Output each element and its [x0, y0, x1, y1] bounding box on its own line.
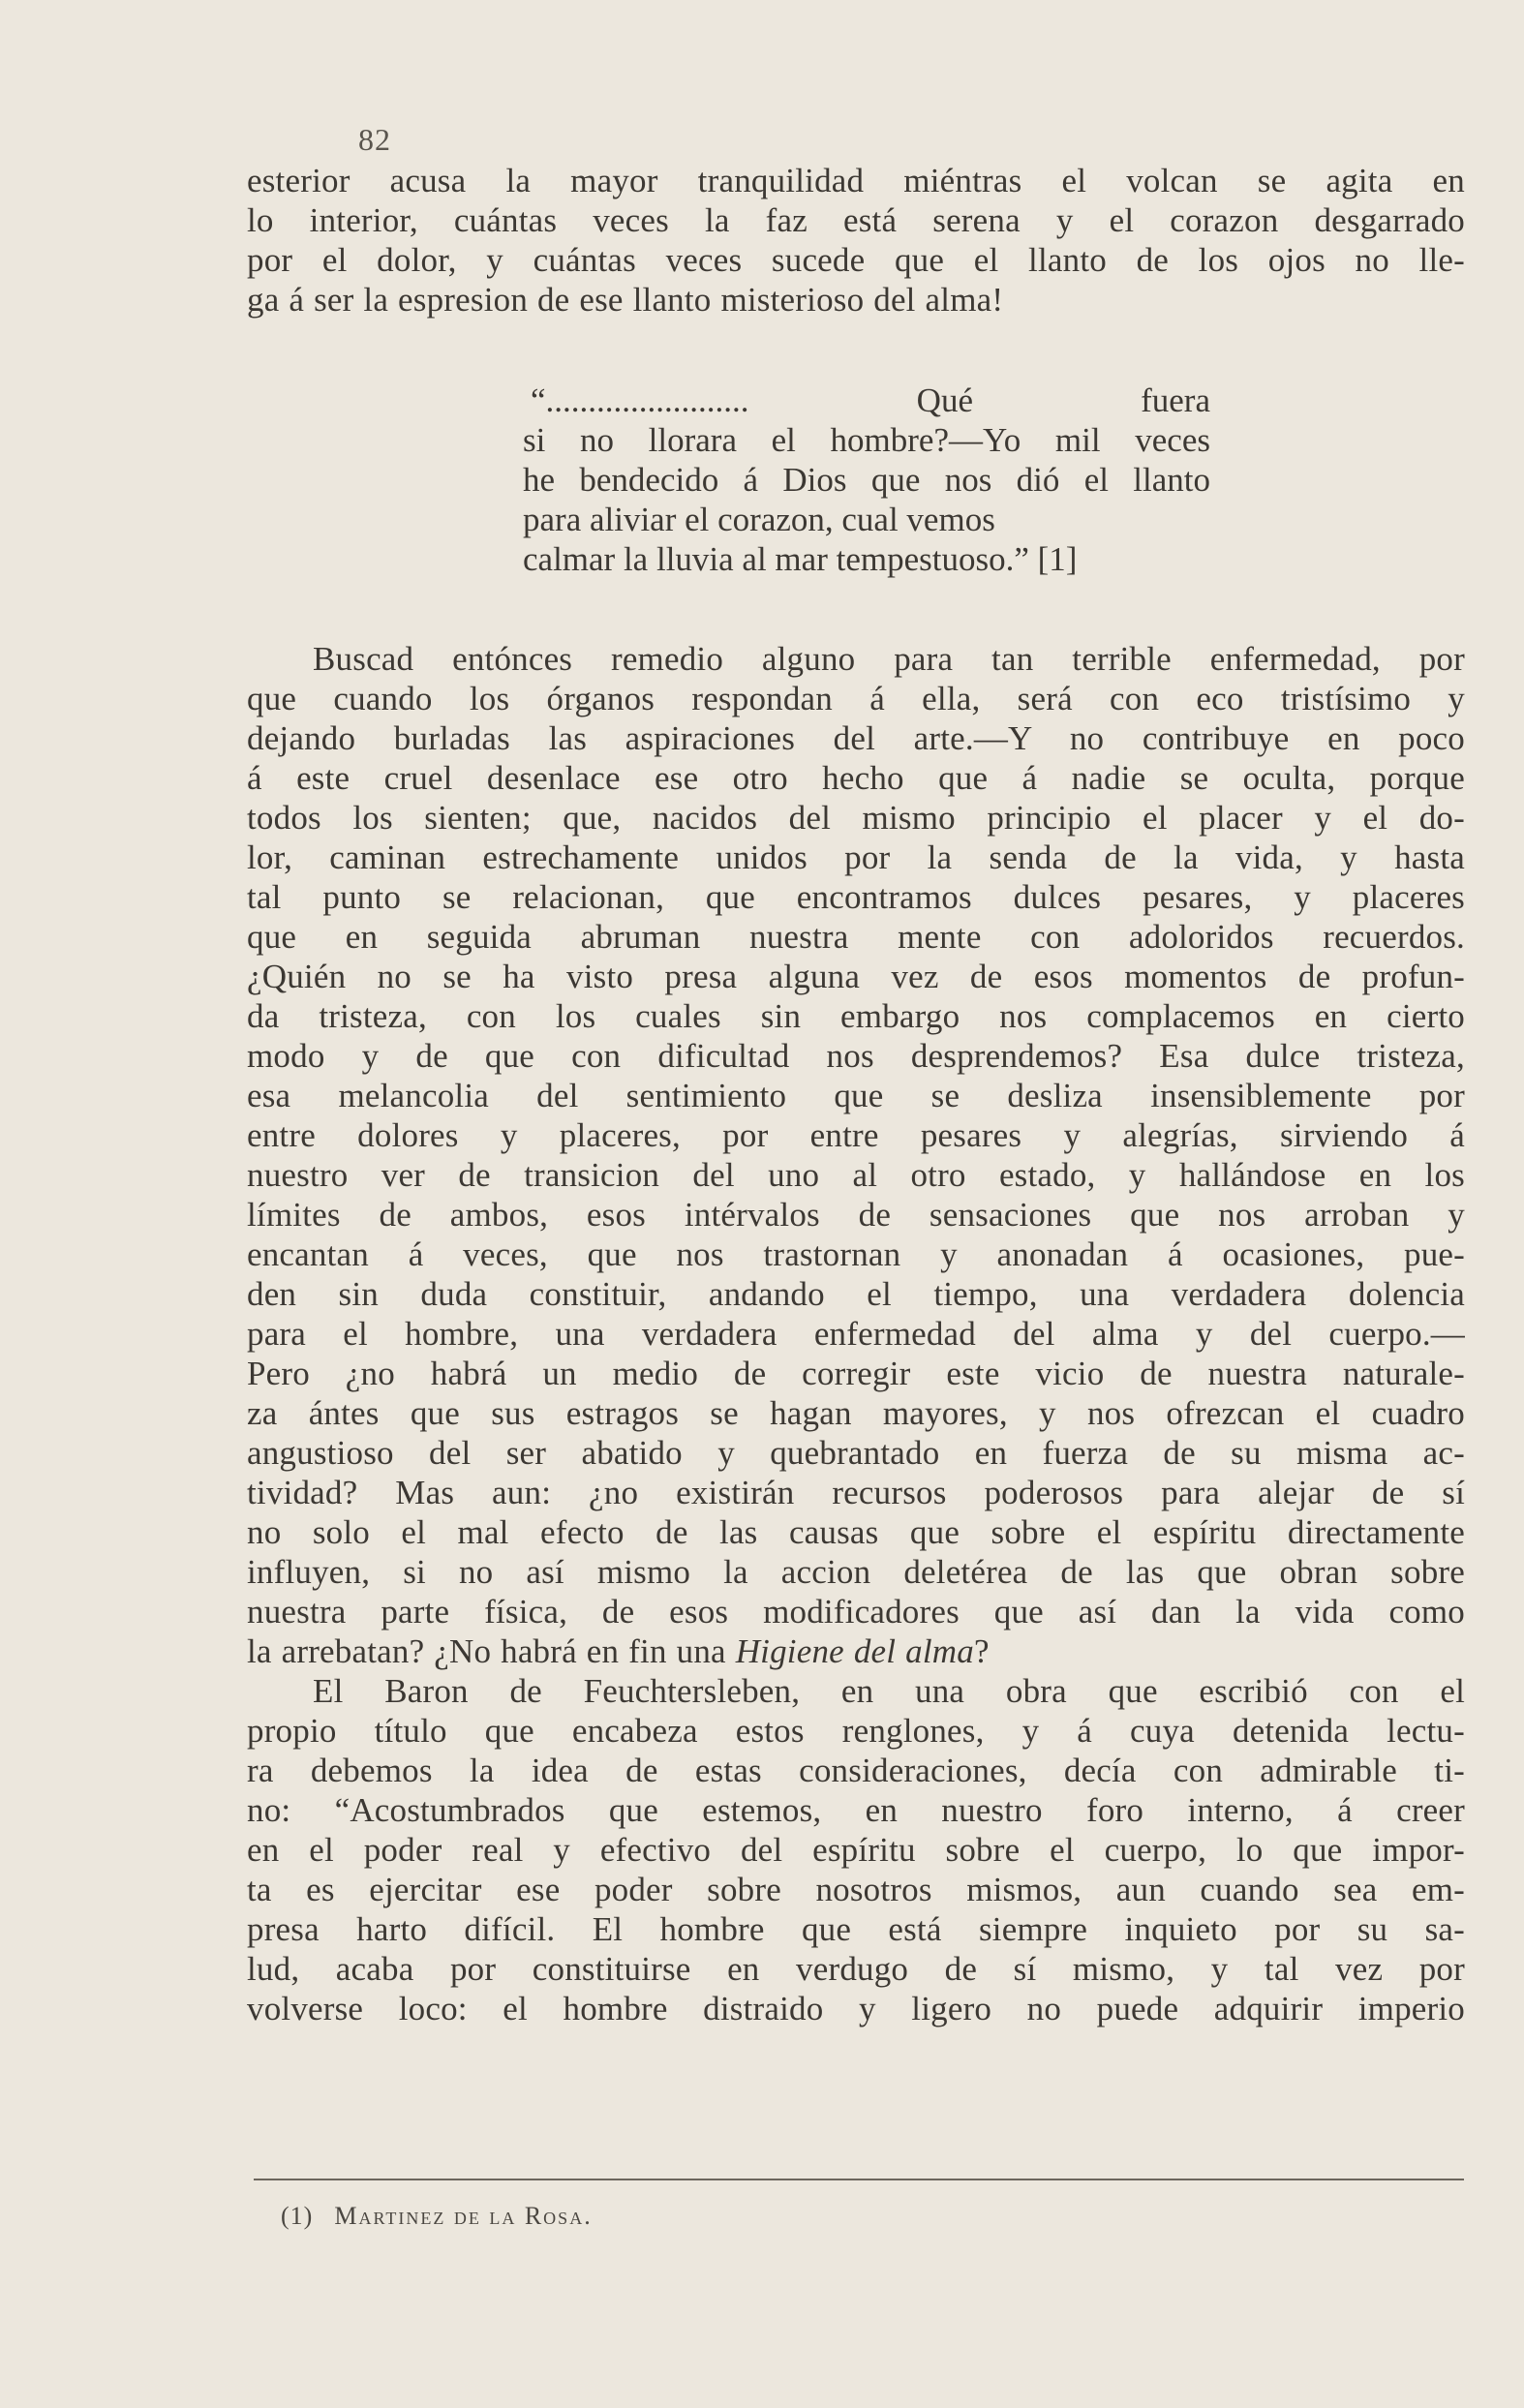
text-line: todos los sienten; que, nacidos del mismo principio el placer y el do- — [247, 799, 1465, 837]
text-line: da tristeza, con los cuales sin embargo nos complacemos en cierto — [247, 997, 1465, 1035]
text-line: modo y de que con dificultad nos desprendemos? Esa dulce tristeza, — [247, 1037, 1465, 1075]
text-line: presa harto difícil. El hombre que está siempre inquieto por su sa- — [247, 1910, 1465, 1948]
text-line: tal punto se relacionan, que encontramos dulces pesares, y placeres — [247, 878, 1465, 916]
footnote-ref: (1) — [281, 2202, 314, 2230]
verse-line: he bendecido á Dios que nos dió el llanto — [523, 461, 1210, 499]
verse-line: para aliviar el corazon, cual vemos — [523, 501, 995, 538]
text-line: volverse loco: el hombre distraido y ligero no puede adquirir imperio — [247, 1990, 1465, 2027]
text-line: angustioso del ser abatido y quebrantado en fuerza de su misma ac- — [247, 1434, 1465, 1472]
verse-line: si no llorara el hombre?—Yo mil veces — [523, 421, 1210, 459]
text-line: para el hombre, una verdadera enfermedad del alma y del cuerpo.— — [247, 1315, 1465, 1353]
text-line: por el dolor, y cuántas veces sucede que el llanto de los ojos no lle- — [247, 241, 1465, 279]
text-line: ¿Quién no se ha visto presa alguna vez de esos momentos de profun- — [247, 958, 1465, 995]
paragraph-continuation — [247, 161, 1465, 320]
text-line: lor, caminan estrechamente unidos por la senda de la vida, y hasta — [247, 838, 1465, 876]
text-line: nuestro ver de transicion del uno al otro estado, y hallándose en los — [247, 1156, 1465, 1194]
text-line: entre dolores y placeres, por entre pesares y alegrías, sirviendo á — [247, 1116, 1465, 1154]
text-line: encantan á veces, que nos trastornan y anonadan á ocasiones, pue- — [247, 1235, 1465, 1273]
verse-line: calmar la lluvia al mar tempestuoso.” [1] — [523, 540, 1078, 578]
text-line: á este cruel desenlace ese otro hecho que á nadie se oculta, porque — [247, 759, 1465, 797]
text-line: Buscad entónces remedio alguno para tan terrible enfermedad, por — [313, 640, 1465, 678]
text-line: Pero ¿no habrá un medio de corregir este vicio de nuestra naturale- — [247, 1355, 1465, 1392]
text-line: en el poder real y efectivo del espíritu sobre el cuerpo, lo que impor- — [247, 1831, 1465, 1869]
text-line: no solo el mal efecto de las causas que sobre el espíritu directamente — [247, 1513, 1465, 1551]
text-line: límites de ambos, esos intérvalos de sensaciones que nos arroban y — [247, 1196, 1465, 1234]
footnote — [281, 2202, 593, 2231]
text-fragment: ? — [973, 1632, 990, 1670]
page-number: 82 — [358, 122, 391, 157]
footnote-text: Martinez de la Rosa. — [334, 2202, 593, 2230]
text-line: El Baron de Feuchtersleben, en una obra que escribió con el — [313, 1672, 1465, 1710]
text-line: no: “Acostumbrados que estemos, en nuestro foro interno, á creer — [247, 1791, 1465, 1829]
text-line: influyen, si no así mismo la accion deletérea de las que obran sobre — [247, 1553, 1465, 1591]
text-line: que en seguida abruman nuestra mente con adoloridos recuerdos. — [247, 918, 1465, 956]
text-line: que cuando los órganos respondan á ella, será con eco tristísimo y — [247, 680, 1465, 717]
text-line: esterior acusa la mayor tranquilidad miéntras el volcan se agita en — [247, 162, 1465, 199]
text-line: ta es ejercitar ese poder sobre nosotros mismos, aun cuando sea em- — [247, 1871, 1465, 1908]
text-line: ra debemos la idea de estas consideraciones, decía con admirable ti- — [247, 1752, 1465, 1789]
text-line: dejando burladas las aspiraciones del arte.—Y no contribuye en poco — [247, 719, 1465, 757]
verse-line: “........................ Qué fuera — [531, 381, 1210, 419]
text-line: za ántes que sus estragos se hagan mayores, y nos ofrezcan el cuadro — [247, 1394, 1465, 1432]
text-line: propio título que encabeza estos renglones, y á cuya detenida lectu- — [247, 1712, 1465, 1750]
text-line: lud, acaba por constituirse en verdugo de sí mismo, y tal vez por — [247, 1950, 1465, 1988]
text-line: esa melancolia del sentimiento que se desliza insensiblemente por — [247, 1077, 1465, 1114]
text-line: lo interior, cuántas veces la faz está serena y el corazon desgarrado — [247, 201, 1465, 239]
text-line: nuestra parte física, de esos modificadores que así dan la vida como — [247, 1593, 1465, 1631]
text-line: den sin duda constituir, andando el tiempo, una verdadera dolencia — [247, 1275, 1465, 1313]
footnote-divider — [254, 2179, 1464, 2180]
body-text — [247, 639, 1465, 2028]
text-line: ga á ser la espresion de ese llanto misterioso del alma! — [247, 281, 1004, 319]
text-fragment: la arrebatan? ¿No habrá en fin una — [247, 1632, 736, 1670]
italic-title: Higiene del alma — [735, 1632, 974, 1670]
verse-quote — [523, 381, 1210, 579]
text-line — [247, 1631, 1465, 1671]
text-line: tividad? Mas aun: ¿no existirán recursos poderosos para alejar de sí — [247, 1474, 1465, 1511]
